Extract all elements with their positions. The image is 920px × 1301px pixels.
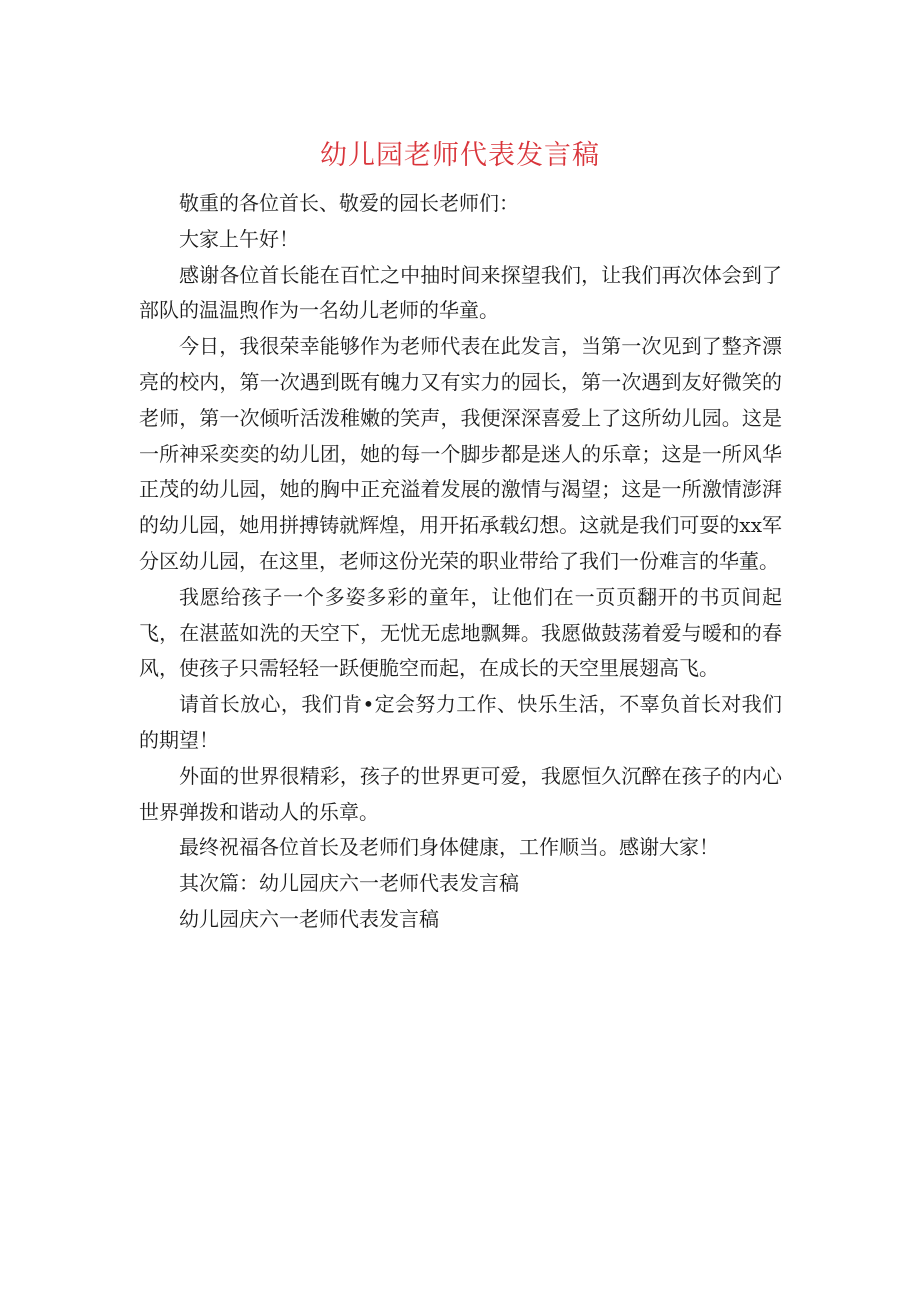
greeting-paragraph: 大家上午好！	[179, 226, 299, 251]
document-title: 幼儿园老师代表发言稿	[320, 140, 600, 171]
thanks-paragraph: 感谢各位首长能在百忙之中抽时间来探望我们，让我们再次体会到了部队的温温煦作为一名幼儿老师的华童。	[139, 262, 782, 323]
closing-paragraph: 最终祝福各位首长及老师们身体健康，工作顺当。感谢大家！	[179, 835, 719, 860]
second-part-title: 幼儿园庆六一老师代表发言稿	[179, 906, 439, 931]
world-paragraph: 外面的世界很精彩，孩子的世界更可爱，我愿恒久沉醉在孩子的内心世界弹拨和谐动人的乐章。	[139, 763, 782, 824]
promise-paragraph: 请首长放心，我们肯•定会努力工作、快乐生活，不辜负首长对我们的期望！	[139, 692, 782, 752]
wish-paragraph: 我愿给孩子一个多姿多彩的童年，让他们在一页页翻开的书页间起飞，在湛蓝如洗的天空下，无忧无虑地飘舞。我愿做鼓荡着爱与暧和的春风，使孩子只需轻轻一跃便脆空而起，在成长的天空里展翅高飞。	[139, 584, 782, 681]
second-part-heading: 其次篇：幼儿园庆六一老师代表发言稿	[179, 871, 519, 896]
document-body	[139, 186, 782, 938]
salutation-paragraph: 敬重的各位首长、敬爱的园长老师们：	[179, 191, 519, 215]
introduction-paragraph: 今日，我很荣幸能够作为老师代表在此发言，当第一次见到了整齐漂亮的校内，第一次遇到既有魄力又有实力的园长，第一次遇到友好微笑的老师，第一次倾听活泼稚嫩的笑声，我便深深喜爱上了这所幼儿园。这是一所神采奕奕的幼儿团，她的每一个脚步都是迷人的乐章；这是一所风华正茂的幼儿园，她的胸中正充溢着发展的激情与渴望；这是一所激情澎湃的幼儿园，她用拼搏铸就辉煌，用开拓承载幻想。这就是我们可耍的xx军分区幼儿园，在这里，老师这份光荣的职业带给了我们一份难言的华董。	[139, 334, 782, 573]
